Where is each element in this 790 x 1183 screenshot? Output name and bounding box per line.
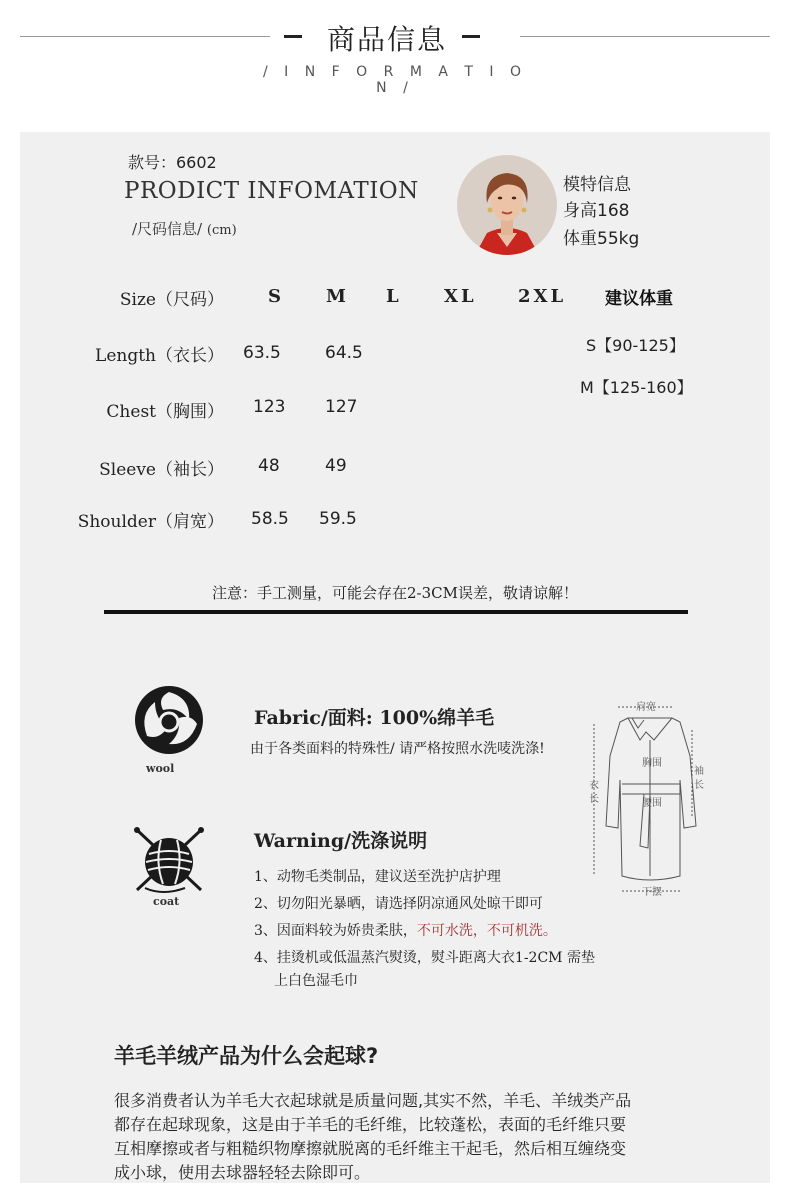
washing-title: Warning/洗涤说明 <box>254 830 428 852</box>
model-avatar <box>457 155 557 255</box>
diagram-label-sleeve-2: 长 <box>694 780 704 791</box>
product-info-title: PRODICT INFOMATION <box>124 178 419 204</box>
diagram-label-hem: 下摆 <box>642 887 662 898</box>
wool-icon <box>133 684 205 756</box>
diagram-label-waist: 腰围 <box>642 798 662 809</box>
washing-line-3 <box>254 920 557 940</box>
cell-sleeve-s: 48 <box>258 456 280 476</box>
pilling-line-3: 互相摩擦或者与粗糙织物摩擦就脱离的毛纤维主干起毛，然后相互缠绕变 <box>114 1139 627 1158</box>
cell-shoulder-s: 58.5 <box>251 509 289 529</box>
model-height: 身高168 <box>563 201 630 221</box>
size-info-heading <box>132 218 237 239</box>
cell-chest-m: 127 <box>325 397 358 417</box>
size-col-xl: XL <box>444 286 477 307</box>
section-divider <box>104 610 688 614</box>
row-label-shoulder: Shoulder（肩宽） <box>77 512 224 532</box>
coat-caption: coat <box>153 895 180 908</box>
size-col-s: S <box>268 286 281 307</box>
model-weight: 体重55kg <box>563 229 640 249</box>
fabric-note: 由于各类面料的特殊性/ 请严格按照水洗唛洗涤! <box>250 741 545 757</box>
size-unit: (cm) <box>206 223 237 238</box>
diagram-label-sleeve-1: 袖 <box>694 766 704 777</box>
row-label-sleeve: Sleeve（袖长） <box>99 460 224 480</box>
model-info-heading: 模特信息 <box>563 175 631 195</box>
cell-chest-s: 123 <box>253 397 286 417</box>
pilling-line-4: 成小球，使用去球器轻轻去除即可。 <box>114 1163 371 1182</box>
row-label-chest: Chest（胸围） <box>106 402 224 422</box>
cell-length-m: 64.5 <box>325 343 363 363</box>
size-col-l: L <box>386 286 399 307</box>
pilling-line-1: 很多消费者认为羊毛大衣起球就是质量问题,其实不然，羊毛、羊绒类产品 <box>114 1091 632 1110</box>
cell-sleeve-m: 49 <box>325 456 347 476</box>
washing-line-4-cont: 上白色湿毛巾 <box>274 973 358 989</box>
header-rule-left <box>20 36 270 37</box>
page-title: 商品信息 <box>326 23 447 56</box>
washing-line-2: 2、切勿阳光暴晒，请选择阴凉通风处晾干即可 <box>254 896 543 912</box>
wool-caption: wool <box>146 762 175 775</box>
yarn-ball-icon <box>133 826 205 896</box>
pilling-title: 羊毛羊绒产品为什么会起球? <box>114 1044 379 1068</box>
row-label-length: Length（衣长） <box>95 346 224 366</box>
washing-line-4: 4、挂烫机或低温蒸汽熨烫，熨斗距离大衣1-2CM 需垫 <box>254 950 595 966</box>
washing-line-1: 1、动物毛类制品，建议送至洗护店护理 <box>254 869 501 885</box>
size-col-m: M <box>326 286 346 307</box>
diagram-label-length-2: 长 <box>589 794 599 805</box>
header-dash-right <box>462 35 480 38</box>
style-number: 款号：6602 <box>128 153 217 172</box>
suggested-weight-s: S【90-125】 <box>586 336 685 355</box>
cell-shoulder-m: 59.5 <box>319 509 357 529</box>
cell-length-s: 63.5 <box>243 343 281 363</box>
fabric-title: Fabric/面料: 100%绵羊毛 <box>254 707 495 729</box>
suggested-weight-m: M【125-160】 <box>580 378 693 397</box>
header-rule-right <box>520 36 770 37</box>
suggested-weight-title: 建议体重 <box>605 289 673 309</box>
size-col-2xl: 2XL <box>518 286 567 307</box>
measurement-note: 注意：手工测量，可能会存在2-3CM误差，敬请谅解！ <box>212 584 578 602</box>
pilling-line-2: 都存在起球现象，这是由于羊毛的毛纤维，比较蓬松，表面的毛纤维只要 <box>114 1115 627 1134</box>
washing-line-3-text: 3、因面料较为娇贵柔肤， <box>254 923 417 939</box>
page-subtitle: / I N F O R M A T I O N / <box>263 64 527 96</box>
size-info-label: /尺码信息/ <box>132 220 203 238</box>
diagram-label-length-1: 衣 <box>589 780 599 791</box>
diagram-label-shoulder: 肩宽 <box>636 702 656 713</box>
coat-measurement-diagram <box>588 696 704 904</box>
header-dash-left <box>284 35 302 38</box>
size-header-label: Size（尺码） <box>119 290 224 310</box>
washing-line-3-warning: 不可水洗，不可机洗。 <box>416 923 557 939</box>
diagram-label-chest: 胸围 <box>642 758 662 769</box>
